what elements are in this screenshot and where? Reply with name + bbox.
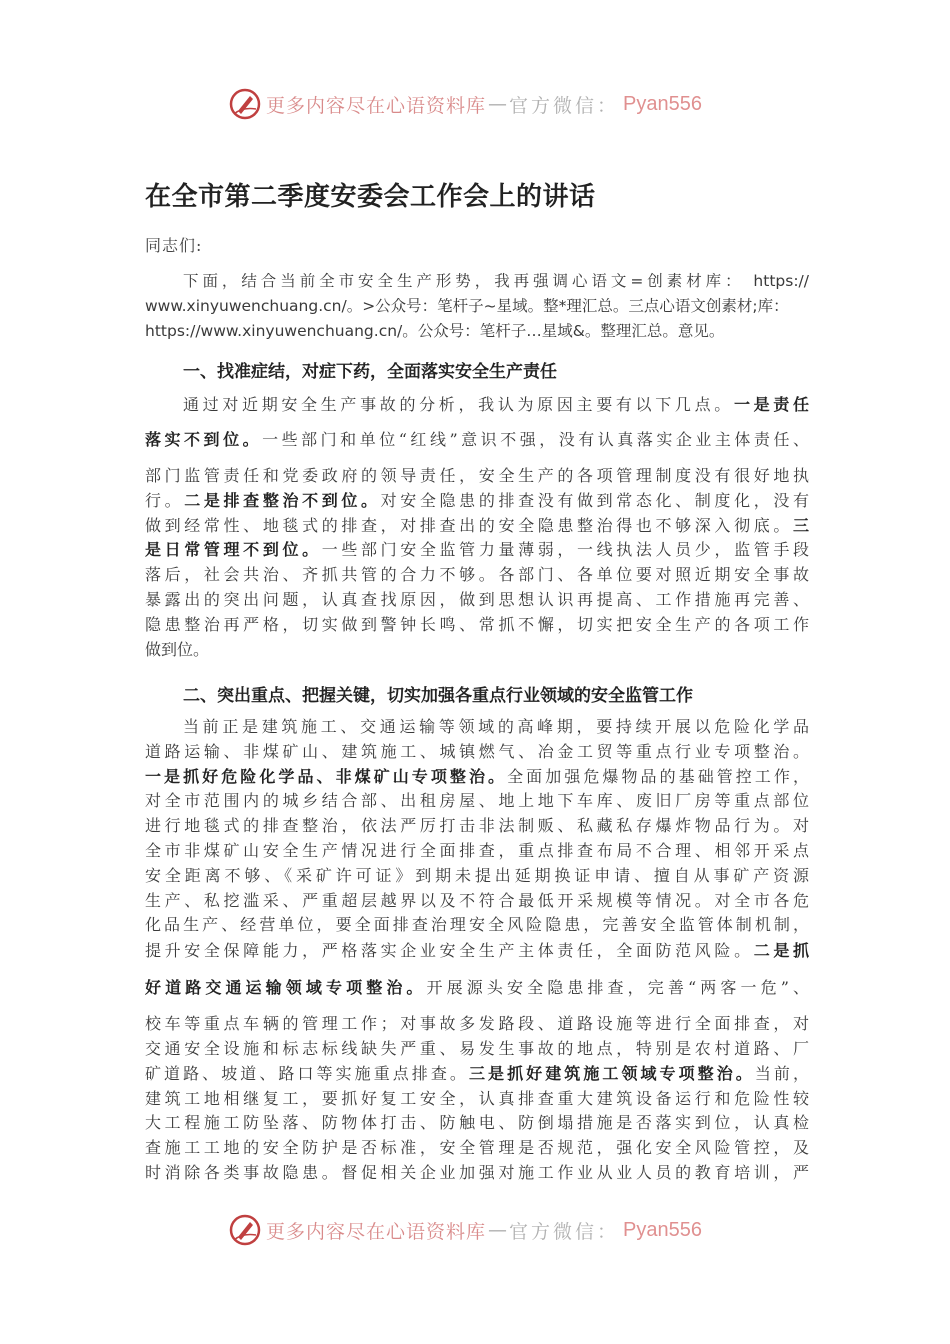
section2-paragraph: [145, 715, 809, 1186]
pen-logo-icon: [228, 87, 262, 121]
paragraph-line: 做到位。: [145, 639, 210, 659]
paragraph-line: [145, 392, 809, 427]
paragraph-line: [145, 765, 809, 790]
section1-heading: 一、找准症结，对症下药，全面落实安全生产责任: [183, 362, 557, 382]
text-run: 矿道路、坡道、路口等实施重点排查。: [145, 1063, 469, 1083]
text-run: 全面加强危爆物品的基础管控工作，: [507, 766, 809, 786]
intro-line: 下面，结合当前全市安全生产形势，我再强调心语文=创素材库： https://: [183, 272, 809, 290]
paragraph-line: 部门监管责任和党委政府的领导责任，安全生产的各项管理制度没有很好地执: [145, 466, 809, 485]
paragraph-line: [145, 1062, 809, 1087]
paragraph-line: [145, 975, 809, 1012]
paragraph-line: [145, 514, 809, 539]
text-run: 通过对近期安全生产事故的分析，我认为原因主要有以下几点。: [183, 395, 734, 414]
banner-main-text: 更多内容尽在心语资料库: [266, 1220, 487, 1243]
paragraph-line: 化品生产、经营单位，要全面排查治理安全风险隐患，完善安全监管体制机制，: [145, 915, 809, 935]
paragraph-line: 全市非煤矿山安全生产情况进行全面排查，重点排查布局不合理、相邻开采点: [145, 840, 809, 860]
bold-run: 三是抓好建筑施工领域专项整治。: [468, 1063, 755, 1083]
document-title: 在全市第二季度安委会工作会上的讲话: [145, 182, 596, 212]
paragraph-line: [145, 538, 809, 563]
banner-separator: —: [488, 1219, 508, 1241]
section2-heading: 二、突出重点、把握关键，切实加强各重点行业领域的安全监管工作: [183, 686, 693, 706]
bold-run: 落实不到位。: [145, 430, 263, 449]
banner-wechat-id: Pyan556: [623, 1218, 702, 1241]
paragraph-line: 大工程施工防坠落、防物体打击、防触电、防倒塌措施是否落实到位，认真检: [145, 1113, 809, 1133]
paragraph-line: 暴露出的突出问题，认真查找原因，做到思想认识再提高、工作措施再完善、: [145, 589, 809, 609]
paragraph-line: 交通安全设施和标志标线缺失严重、易发生事故的地点，特别是农村道路、厂: [145, 1038, 809, 1058]
bold-run: 二是排查整治不到位。: [184, 490, 381, 510]
intro-line: www.xinyuwenchuang.cn/。>公众号：笔杆子~星域。整*理汇总。三点心语文创素材;库：: [145, 297, 789, 315]
text-run: 当前，: [754, 1063, 809, 1083]
text-run: 一些部门安全监管力量薄弱，一线执法人员少，监管手段: [321, 540, 809, 560]
bold-run: 一是抓好危险化学品、非煤矿山专项整治。: [145, 766, 508, 786]
bold-run: 一是责任: [733, 395, 809, 414]
paragraph-line: 进行地毯式的排查整治，依法严厉打击非法制贩、私藏私存爆炸物品行为。对: [145, 816, 809, 836]
paragraph-line: 道路运输、非煤矿山、建筑施工、城镇燃气、冶金工贸等重点行业专项整治。: [145, 741, 809, 761]
watermark-banner-top: [228, 86, 748, 122]
text-run: 对安全隐患的排查没有做到常态化、制度化，没有: [380, 490, 809, 510]
pen-logo-icon: [228, 1213, 262, 1247]
intro-paragraph: [145, 269, 809, 344]
section1-paragraph: [145, 392, 809, 662]
bold-run: 好道路交通运输领域专项整治。: [145, 978, 427, 998]
text-run: 一些部门和单位“红线”意识不强，没有认真落实企业主体责任、: [262, 430, 809, 449]
greeting: 同志们:: [145, 236, 203, 255]
text-run: 做到经常性、地毯式的排查，对排查出的安全隐患整治得也不够深入彻底。: [145, 515, 793, 535]
text-run: 提升安全保障能力，严格落实企业安全生产主体责任，全面防范风险。: [145, 941, 754, 961]
watermark-banner-bottom: [228, 1212, 748, 1248]
paragraph-line: 隐患整治再严格，切实做到警钟长鸣、常抓不懈，切实把安全生产的各项工作: [145, 614, 809, 634]
paragraph-line: [145, 489, 809, 514]
paragraph-line: 落后，社会共治、齐抓共管的合力不够。各部门、各单位要对照近期安全事故: [145, 565, 809, 585]
paragraph-line: [145, 938, 809, 975]
banner-wechat-label: 官方微信：: [509, 94, 620, 117]
bold-run: 是日常管理不到位。: [145, 540, 322, 560]
banner-main-text: 更多内容尽在心语资料库: [266, 94, 487, 117]
paragraph-line: 校车等重点车辆的管理工作；对事故多发路段、道路设施等进行全面排查，对: [145, 1014, 809, 1034]
paragraph-line: 建筑工地相继复工，要抓好复工安全，认真排查重大建筑设备运行和危险性较: [145, 1088, 809, 1108]
paragraph-line: 查施工工地的安全防护是否标准，安全管理是否规范，强化安全风险管控，及: [145, 1138, 809, 1158]
text-run: 行。: [145, 490, 185, 510]
banner-wechat-label: 官方微信：: [509, 1220, 620, 1243]
intro-line: https://www.xinyuwenchuang.cn/。公众号：笔杆子…星域&。整理汇总。意见。: [145, 322, 725, 340]
paragraph-line: 生产、私挖滥采、严重超层越界以及不符合最低开采规模等情况。对全市各危: [145, 890, 809, 910]
bold-run: 二是抓: [753, 941, 809, 961]
paragraph-line: [145, 427, 809, 464]
banner-separator: —: [488, 93, 508, 115]
text-run: 开展源头安全隐患排查，完善“两客一危”、: [426, 978, 809, 998]
bold-run: 三: [792, 515, 809, 535]
paragraph-line: 安全距离不够、《采矿许可证》到期未提出延期换证申请、擅自从事矿产资源: [145, 865, 809, 885]
paragraph-line: 当前正是建筑施工、交通运输等领域的高峰期，要持续开展以危险化学品: [183, 717, 809, 736]
paragraph-line: 时消除各类事故隐患。督促相关企业加强对施工作业从业人员的教育培训，严: [145, 1162, 809, 1182]
banner-wechat-id: Pyan556: [623, 92, 702, 115]
paragraph-line: 对全市范围内的城乡结合部、出租房屋、地上地下车库、废旧厂房等重点部位: [145, 791, 809, 811]
